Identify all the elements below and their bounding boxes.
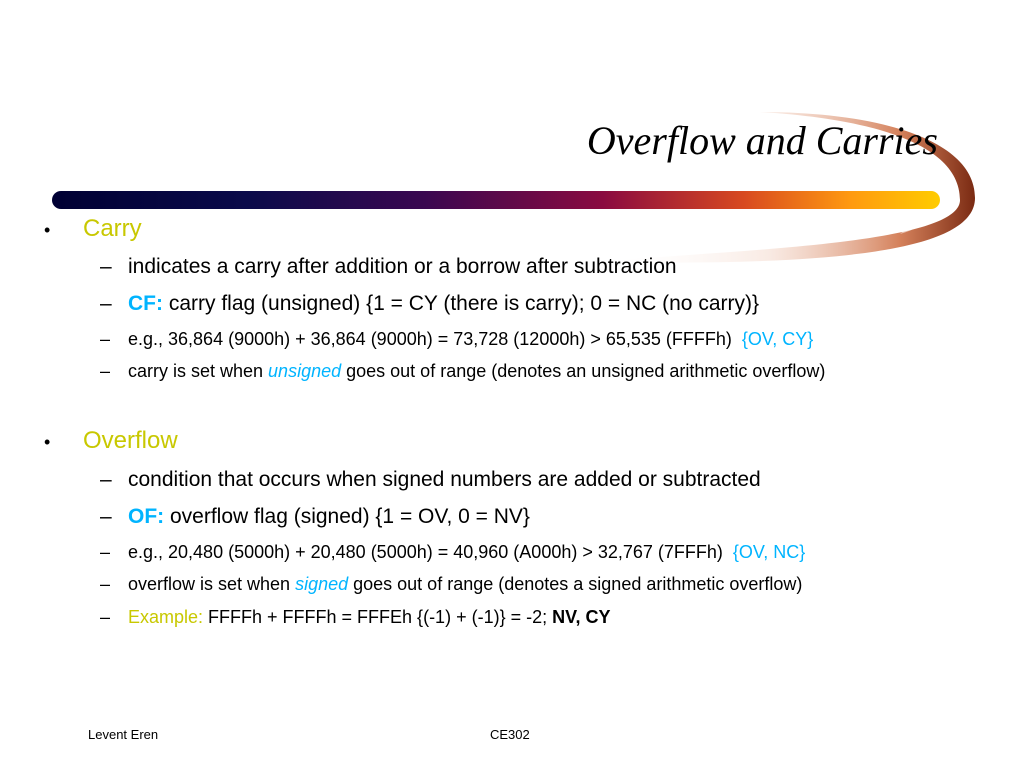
dash: –: [100, 329, 111, 349]
dash: –: [100, 292, 112, 315]
of-text: overflow flag (signed) {1 = OV, 0 = NV}: [164, 505, 530, 528]
example-text: FFFFh + FFFFh = FFFEh {(-1) + (-1)} = -2;: [203, 607, 553, 627]
carry-rule-pre: carry is set when: [128, 361, 269, 381]
overflow-item-5: [128, 605, 610, 629]
overflow-rule-pre: overflow is set when: [128, 574, 296, 594]
overflow-item-4: [128, 572, 802, 596]
slide-title: Overflow and Carries: [586, 118, 938, 163]
carry-item-2: [128, 291, 759, 317]
dash: –: [100, 574, 111, 594]
overflow-item-3: [128, 540, 805, 564]
heading-carry: Carry: [83, 215, 142, 242]
overflow-example-flags: {OV, NC}: [732, 542, 806, 562]
bullet-carry: •: [44, 220, 51, 240]
of-label: OF:: [128, 505, 165, 528]
heading-overflow: Overflow: [83, 427, 178, 454]
carry-rule-em: unsigned: [268, 361, 342, 381]
overflow-item-1: condition that occurs when signed numbers are added or subtracted: [128, 468, 761, 491]
overflow-example-text: e.g., 20,480 (5000h) + 20,480 (5000h) = 40,960 (A000h) > 32,767 (7FFFh): [128, 542, 723, 562]
dash: –: [100, 542, 111, 562]
bullet-overflow: •: [44, 432, 51, 452]
footer-author: Levent Eren: [88, 727, 159, 742]
overflow-rule-post: goes out of range (denotes a signed arithmetic overflow): [348, 574, 803, 594]
dash: –: [100, 255, 112, 278]
carry-item-1: indicates a carry after addition or a borrow after subtraction: [128, 255, 677, 278]
dash: –: [100, 468, 112, 491]
footer-course: CE302: [490, 727, 530, 742]
cf-text: carry flag (unsigned) {1 = CY (there is carry); 0 = NC (no carry)}: [163, 292, 759, 315]
carry-example-text: e.g., 36,864 (9000h) + 36,864 (9000h) = 73,728 (12000h) > 65,535 (FFFFh): [128, 329, 732, 349]
carry-example-flags: {OV, CY}: [741, 329, 814, 349]
overflow-rule-em: signed: [295, 574, 349, 594]
overflow-item-2: [128, 504, 530, 530]
carry-item-4: [128, 359, 825, 383]
dash: –: [100, 361, 111, 381]
example-label: Example:: [128, 607, 204, 627]
carry-item-3: [128, 327, 813, 351]
dash: –: [100, 607, 111, 627]
cf-label: CF:: [128, 292, 163, 315]
dash: –: [100, 505, 112, 528]
carry-rule-post: goes out of range (denotes an unsigned arithmetic overflow): [341, 361, 826, 381]
example-strong: NV, CY: [552, 607, 611, 627]
